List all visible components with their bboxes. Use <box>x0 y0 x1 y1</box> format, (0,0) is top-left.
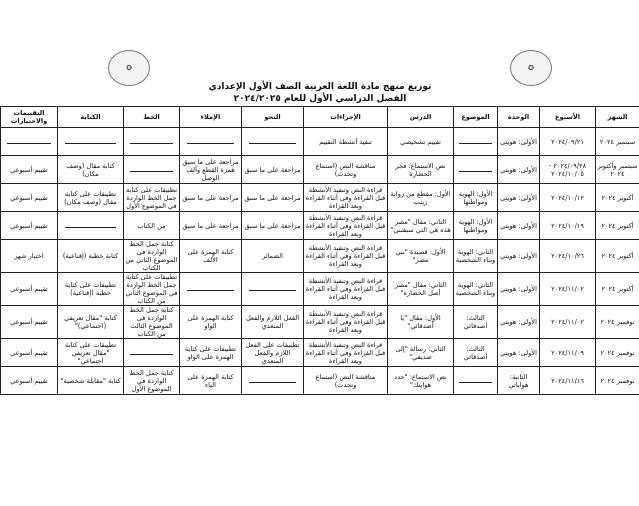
table-cell-lesson: الأول: مقال "يا أصدقائي" <box>388 306 454 339</box>
column-header: التقييمات والاختبارات <box>1 107 58 128</box>
table-cell-topic: الثاني: الهوية وبناء الشخصية <box>454 273 498 306</box>
table-header-row <box>1 107 639 128</box>
column-header: الإجراءات <box>304 107 388 128</box>
table-cell-topic: الثالث: أصدقائي <box>454 306 498 339</box>
table-cell-month: أكتوبر ٢٠٢٤ <box>596 212 639 240</box>
column-header: الخط <box>124 107 180 128</box>
table-cell-assessment: تقييم أسبوعي <box>1 306 58 339</box>
empty-dash <box>65 143 115 144</box>
table-row <box>1 367 639 395</box>
column-header: الأسبوع <box>540 107 596 128</box>
document-title: توزيع منهج مادة اللغة العربية الصف الأول الإعدادي <box>208 82 432 92</box>
empty-dash <box>130 171 172 172</box>
table-cell-grammar: الضمائر <box>242 240 304 273</box>
table-cell-week: ٢٠٢٤/٠٩/٢٨ - ٢٠٢٤/١٠/٠٥ <box>540 156 596 184</box>
table-cell-unit: الأولى: هويتي <box>498 306 540 339</box>
table-cell-dictation: مراجعة على ما سبق <box>180 212 242 240</box>
table-cell-topic <box>454 156 498 184</box>
table-row <box>1 212 639 240</box>
table-cell-week: ٢٠٢٤/١١/٠٩ <box>540 339 596 367</box>
table-cell-procedure: تنفيذ أنشطة التقييم <box>304 128 388 156</box>
empty-dash <box>130 354 172 355</box>
column-header: الكتابة <box>58 107 124 128</box>
table-cell-lesson: الثاني: مقال "مصر هذه هي التي سبقتني" <box>388 212 454 240</box>
column-header: الدرس <box>388 107 454 128</box>
table-cell-unit: الأولى: هويتي <box>498 212 540 240</box>
table-cell-month: أكتوبر ٢٠٢٤ <box>596 184 639 212</box>
table-cell-calligraphy <box>124 339 180 367</box>
table-cell-topic: الأول: الهوية ومواطنها <box>454 184 498 212</box>
table-cell-dictation: تطبيقات على كتابة الهمزة على الواو <box>180 339 242 367</box>
table-cell-dictation: كتابة الهمزة على الياء <box>180 367 242 395</box>
table-cell-lesson: الثاني: مقال "مصر أصل الحضارة" <box>388 273 454 306</box>
table-cell-writing: تطبيقات على كتابة "مقال تعريفي اجتماعي" <box>58 339 124 367</box>
table-cell-procedure: قراءة النص وتنفيذ الأنشطة قبل القراءة وفي أثناء القراءة وبعد القراءة <box>304 212 388 240</box>
table-cell-topic: الأول: الهوية ومواطنها <box>454 212 498 240</box>
document-subtitle: الفصل الدراسي الأول للعام ٢٠٢٤/٢٠٢٥ <box>233 94 407 104</box>
table-cell-writing: كتابة "مقابلة شخصية" <box>58 367 124 395</box>
table-cell-calligraphy: تطبيقات على كتابة جمل الخط الواردة في الموضوع الثاني من الكتاب <box>125 273 178 305</box>
table-cell-grammar: مراجعة على ما سبق <box>242 156 304 184</box>
table-cell-calligraphy: تطبيقات على كتابة جمل الخط الواردة في الموضوع الأول <box>124 184 180 212</box>
table-cell-calligraphy: كتابة جمل الخط الواردة في الموضوع الأول <box>124 367 180 395</box>
table-cell-month: أكتوبر ٢٠٢٤ <box>596 240 639 273</box>
table-cell-week: ٢٠٢٤/١١/١٦ <box>540 367 596 395</box>
table-cell-unit: الأولى: هويتي <box>498 128 540 156</box>
table-cell-assessment: تقييم أسبوعي <box>1 212 58 240</box>
table-cell-week: ٢٠٢٤/١٠/١٢ <box>540 184 596 212</box>
table-cell-week: ٢٠٢٤/١١/٠٢ <box>540 273 596 306</box>
column-header: الإملاء <box>180 107 242 128</box>
table-cell-topic: الثالث: أصدقائي <box>454 339 498 367</box>
table-cell-procedure: قراءة النص وتنفيذ الأنشطة قبل القراءة وفي أثناء القراءة وبعد القراءة <box>304 339 388 367</box>
table-cell-lesson: الأول: قصيدة "بني مصر" <box>388 240 454 273</box>
table-cell-topic: الثاني: الهوية وبناء الشخصية <box>454 240 498 273</box>
table-cell-assessment: تقييم أسبوعي <box>1 273 58 306</box>
table-cell-calligraphy: من الكتاب <box>124 212 180 240</box>
table-cell-grammar: تطبيقات على الفعل اللازم والفعل المتعدي <box>242 339 304 367</box>
column-header: الموضوع <box>454 107 498 128</box>
table-cell-month: نوفمبر ٢٠٢٤ <box>596 306 639 339</box>
empty-dash <box>187 143 234 144</box>
table-row <box>1 306 639 339</box>
empty-dash <box>459 382 492 383</box>
table-cell-month: نوفمبر ٢٠٢٤ <box>596 367 639 395</box>
table-cell-assessment: تقييم أسبوعي <box>1 367 58 395</box>
table-cell-month: سبتمبر ٢٠٢٤ <box>596 128 639 156</box>
table-row <box>1 156 639 184</box>
table-cell-assessment <box>1 128 58 156</box>
table-cell-grammar: مراجعة على ما سبق <box>242 212 304 240</box>
empty-dash <box>187 290 234 291</box>
table-cell-dictation: مراجعة على ما سبق همزة القطع وألف الوصل <box>180 156 242 184</box>
table-cell-dictation <box>180 128 242 156</box>
table-cell-grammar <box>242 273 304 306</box>
table-cell-calligraphy: كتابة جمل الخط الواردة في الموضوع الثالث من الكتاب <box>124 306 180 339</box>
table-cell-calligraphy <box>124 128 180 156</box>
ministry-logo-left <box>108 50 150 86</box>
emblem-icon: ✪ <box>126 64 132 72</box>
table-cell-lesson: الأول: مقطع من رواية زينب <box>388 184 454 212</box>
table-cell-writing: كتابة "مقال تعريفي (اجتماعي)" <box>58 306 124 339</box>
table-cell-topic <box>454 128 498 156</box>
table-row <box>1 240 639 273</box>
table-cell-assessment: تقييم أسبوعي <box>1 156 58 184</box>
table-cell-unit: الأولى: هويتي <box>498 184 540 212</box>
table-cell-month: نوفمبر ٢٠٢٤ <box>596 339 639 367</box>
column-header: الشهر <box>596 107 639 128</box>
table-cell-writing: تطبيقات على كتابة مقال (وصف مكان) <box>58 184 124 212</box>
empty-dash <box>7 143 50 144</box>
table-cell-unit: الثانية: هواياتي <box>498 367 540 395</box>
table-cell-assessment: اختبار شهر <box>1 240 58 273</box>
table-cell-assessment: تقييم أسبوعي <box>1 184 58 212</box>
empty-dash <box>249 290 296 291</box>
table-cell-unit: الأولى: هويتي <box>498 339 540 367</box>
table-cell-month: سبتمبر وأكتوبر ٢٠٢٤ <box>596 156 639 184</box>
empty-dash <box>459 143 492 144</box>
table-cell-unit: الأولى: هويتي <box>498 273 540 306</box>
empty-dash <box>249 143 296 144</box>
table-cell-calligraphy: كتابة جمل الخط الواردة في الموضوع الثاني من الكتاب <box>124 240 180 273</box>
column-header: الوحدة <box>498 107 540 128</box>
table-cell-week: ٢٠٢٤/٠٩/٢١ <box>540 128 596 156</box>
table-cell-week: ٢٠٢٤/١١/٠٢ <box>540 306 596 339</box>
column-header: النحو <box>242 107 304 128</box>
table-cell-writing: تطبيقات على كتابة خطبة (إقناعية) <box>58 273 124 306</box>
table-row <box>1 273 639 306</box>
table-cell-unit: الأولى: هويتي <box>498 240 540 273</box>
table-cell-procedure: قراءة النص وتنفيذ الأنشطة قبل القراءة وفي أثناء القراءة وبعد القراءة <box>304 306 388 339</box>
table-cell-assessment: تقييم أسبوعي <box>1 339 58 367</box>
empty-dash <box>65 227 115 228</box>
table-cell-procedure: قراءة النص وتنفيذ الأنشطة قبل القراءة وفي أثناء القراءة وبعد القراءة <box>304 184 388 212</box>
table-row <box>1 339 639 367</box>
table-row <box>1 128 639 156</box>
table-cell-writing: كتابة خطبة (إقناعية) <box>58 240 124 273</box>
table-cell-week: ٢٠٢٤/١٠/٢٦ <box>540 240 596 273</box>
table-cell-grammar: الفعل اللازم والفعل المتعدي <box>242 306 304 339</box>
table-cell-procedure: مناقشة النص (استماع وتحدث) <box>304 367 388 395</box>
table-cell-writing: كتابة مقال (وصف مكان) <box>58 156 124 184</box>
table-cell-unit: الأولى: هويتي <box>498 156 540 184</box>
table-cell-grammar <box>242 367 304 395</box>
table-cell-month: أكتوبر ٢٠٢٤ <box>596 273 639 306</box>
table-cell-procedure: مناقشة النص (استماع وتحدث) <box>304 156 388 184</box>
table-cell-lesson: نص الاستماع: فجر الحضارة <box>388 156 454 184</box>
table-cell-procedure: قراءة النص وتنفيذ الأنشطة قبل القراءة وفي أثناء القراءة وبعد القراءة <box>304 273 388 306</box>
table-cell-dictation: كتابة الهمزة على الواو <box>180 306 242 339</box>
table-cell-grammar <box>242 128 304 156</box>
table-cell-week: ٢٠٢٤/١٠/١٩ <box>540 212 596 240</box>
table-cell-lesson: نص الاستماع: "حدد هوايتك" <box>388 367 454 395</box>
empty-dash <box>459 171 492 172</box>
table-cell-dictation <box>180 273 242 306</box>
table-cell-calligraphy <box>124 156 180 184</box>
table-cell-topic <box>454 367 498 395</box>
curriculum-table <box>0 106 639 395</box>
table-cell-writing <box>58 128 124 156</box>
ministry-logo-right <box>510 50 552 86</box>
emblem-icon: ✪ <box>528 64 534 72</box>
empty-dash <box>249 382 296 383</box>
table-cell-lesson: الثاني: رسالة "إلى صديقي" <box>388 339 454 367</box>
empty-dash <box>130 143 172 144</box>
table-cell-grammar: مراجعة على ما سبق <box>242 184 304 212</box>
table-cell-lesson: تقييم تشخيصي <box>388 128 454 156</box>
table-cell-dictation: كتابة الهمزة على الألف <box>180 240 242 273</box>
table-row <box>1 184 639 212</box>
table-cell-dictation: مراجعة على ما سبق <box>180 184 242 212</box>
table-cell-writing <box>58 212 124 240</box>
table-cell-procedure: قراءة النص وتنفيذ الأنشطة قبل القراءة وفي أثناء القراءة وبعد القراءة <box>304 240 388 273</box>
